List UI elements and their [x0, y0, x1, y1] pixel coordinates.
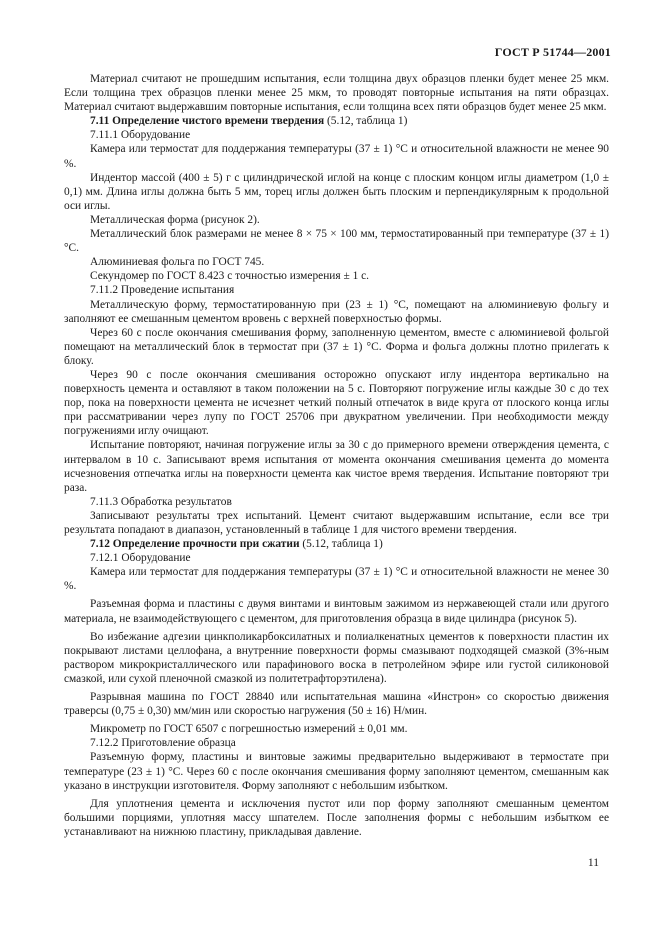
paragraph: Индентор массой (400 ± 5) г с цилиндрической иглой на конце с плоским концом иглы диаметром (1,0 ± 0,1) мм. Длина иглы должна быть 5 мм, торец иглы должен быть плоским и перпендикулярным к продольной оси иглы. — [64, 171, 609, 212]
paragraph: Записывают результаты трех испытаний. Цемент считают выдержавшим испытание, если все три результата попадают в диапазон, установленный в таблице 1 для чистого времени твердения. — [64, 509, 609, 536]
paragraph: Камера или термостат для поддержания температуры (37 ± 1) °С и относительной влажности не менее 30 %. — [64, 566, 609, 593]
subsection-heading: 7.12.2 Приготовление образца — [90, 737, 236, 750]
section-title: 7.11 Определение чистого времени твердения — [90, 115, 325, 128]
section-reference: (5.12, таблица 1) — [324, 115, 408, 128]
paragraph: Во избежание адгезии цинкполикарбоксилатных и полиалкенатных цементов к поверхности пластин их покрывают листами целлофана, а внутренние поверхности формы смазывают подходящей смазкой (3%-ным раствором микрокристаллического или парафинового воска в петролейном эфире или густой силиконовой смазкой, или сухой пленочной смазкой из политетрафторэтилена). — [64, 630, 609, 685]
paragraph: Металлическую форму, термостатированную при (23 ± 1) °С, помещают на алюминиевую фольгу и заполняют ее смешанным цементом вровень с верхней поверхностью формы. — [64, 298, 609, 325]
standard-id-header: ГОСТ Р 51744—2001 — [494, 45, 611, 59]
paragraph: Разрывная машина по ГОСТ 28840 или испытательная машина «Инстрон» со скоростью движения траверсы (0,75 ± 0,30) мм/мин или скоростью нагружения (50 ± 16) Н/мин. — [64, 691, 609, 718]
subsection-heading: 7.11.3 Обработка результатов — [90, 495, 232, 508]
paragraph: Металлическая форма (рисунок 2). — [90, 213, 260, 226]
section-heading-7-11 — [64, 114, 609, 128]
paragraph: Камера или термостат для поддержания температуры (37 ± 1) °С и относительной влажности не менее 90 %. — [64, 143, 609, 170]
subsection-heading: 7.12.1 Оборудование — [90, 552, 191, 565]
paragraph: Секундомер по ГОСТ 8.423 с точностью измерения ± 1 с. — [90, 270, 370, 283]
paragraph: Для уплотнения цемента и исключения пустот или пор форму заполняют смешанным цементом большими порциями, уплотняя массу шпателем. После заполнения формы с небольшим избытком ее устанавливают на нижнюю пластину, прикладывая давление. — [64, 797, 609, 838]
paragraph: Алюминиевая фольга по ГОСТ 745. — [90, 256, 265, 269]
paragraph: Металлический блок размерами не менее 8 × 75 × 100 мм, термостатированный при температуре (37 ± 1) °С. — [64, 228, 609, 255]
paragraph: Испытание повторяют, начиная погружение иглы за 30 с до примерного времени отверждения цемента, с интервалом в 10 с. Записывают время испытания от момента окончания смешивания цемента до момента исчезновения отпечатка иглы на поверхности цемента как чистое время твердения. Испытание повторяют три раза. — [64, 439, 609, 494]
section-title: 7.12 Определение прочности при сжатии — [90, 538, 300, 551]
section-reference: (5.12, таблица 1) — [299, 538, 383, 551]
paragraph: Разъемная форма и пластины с двумя винтами и винтовым зажимом из нержавеющей стали или другого материала, не взаимодействующего с цементом, для приготовления образца в виде цилиндра (рисунок 5). — [64, 598, 609, 625]
paragraph: Через 60 с после окончания смешивания форму, заполненную цементом, вместе с алюминиевой фольгой помещают на металлический блок в термостат при (37 ± 1) °С. Форма и фольга должны плотно прилегать к блоку. — [64, 326, 609, 367]
subsection-heading: 7.11.2 Проведение испытания — [90, 284, 235, 297]
section-heading-7-12 — [64, 537, 609, 551]
page-number: 11 — [587, 857, 599, 869]
paragraph: Микрометр по ГОСТ 6507 с погрешностью измерений ± 0,01 мм. — [90, 723, 408, 736]
paragraph: Разъемную форму, пластины и винтовые зажимы предварительно выдерживают в термостате при температуре (23 ± 1) °С. Через 60 с после окончания смешивания форму заполняют цементом, смешанным как указано в инструкции изготовителя. Форму заполняют с небольшим избытком. — [64, 751, 609, 792]
paragraph: Через 90 с после окончания смешивания осторожно опускают иглу индентора вертикально на поверхность цемента и оставляют в таком положении на 5 с. Повторяют погружение иглы каждые 30 с до тех пор, пока на поверхности цемента не исчезнет четкий полный отпечаток в виде круга от плоского конца иглы при рассматривании через лупу по ГОСТ 25706 при двукратном увеличении. При необходимости между погружениями иглу очищают. — [64, 368, 609, 438]
document-body — [64, 72, 609, 839]
subsection-heading: 7.11.1 Оборудование — [90, 129, 191, 142]
paragraph: Материал считают не прошедшим испытания, если толщина двух образцов пленки будет менее 25 мкм. Если толщина трех образцов пленки менее 25 мкм, то проводят повторные испытания на пяти образцах. Материал считают выдержавшим повторные испытания, если толщина всех пяти образцов будет менее 25 мкм. — [64, 73, 609, 114]
